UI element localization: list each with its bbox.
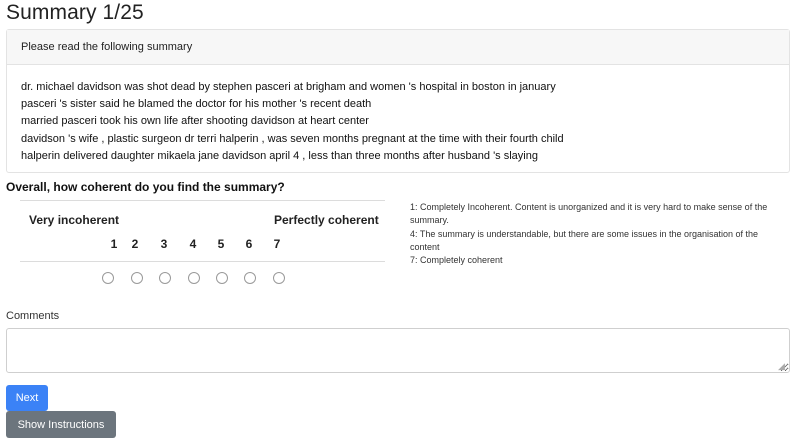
radio-option-7[interactable] (273, 272, 285, 284)
radio-option-6[interactable] (244, 272, 256, 284)
summary-line: dr. michael davidson was shot dead by stephen pasceri at brigham and women 's hospital in boston in january (21, 81, 556, 93)
summary-line: halperin delivered daughter mikaela jane davidson april 4 , less than three months after husband 's slaying (21, 149, 538, 162)
legend-line: 1: Completely Incoherent. Content is unorganized and it is very hard to make sense of the summary. (410, 202, 768, 226)
comments-input[interactable] (6, 328, 790, 373)
summary-line: davidson 's wife , plastic surgeon dr terri halperin , was seven months pregnant at the time with their fourth child (21, 132, 564, 145)
radio-option-4[interactable] (188, 272, 200, 284)
legend-line: 4: The summary is understandable, but there are some issues in the organisation of the content (410, 228, 759, 252)
radio-option-3[interactable] (159, 272, 171, 284)
radio-option-2[interactable] (131, 272, 143, 284)
summary-card-header: Please read the following summary (7, 30, 789, 65)
summary-line: pasceri 's sister said he blamed the doctor for his mother 's recent death (21, 98, 372, 111)
scale-number-1: 1 (110, 237, 118, 251)
summary-line: married pasceri took his own life after shooting davidson at heart center (21, 115, 369, 128)
likert-scale (20, 200, 385, 262)
scale-number-3: 3 (160, 237, 168, 251)
comments-label: Comments (6, 310, 60, 322)
radio-option-1[interactable] (102, 272, 114, 284)
summary-card (6, 29, 790, 173)
show-instructions-button[interactable]: Show Instructions (6, 411, 116, 438)
summary-card-body (7, 65, 789, 165)
scale-number-7: 7 (273, 237, 281, 251)
coherence-question: Overall, how coherent do you find the summary? (6, 180, 285, 194)
scale-number-4: 4 (189, 237, 197, 251)
resize-grip-icon[interactable]: ◢ (778, 361, 785, 371)
radio-option-5[interactable] (216, 272, 228, 284)
next-button[interactable]: Next (6, 385, 48, 411)
scale-max-label: Perfectly coherent (274, 213, 379, 227)
scale-number-2: 2 (131, 237, 139, 251)
legend-line: 7: Completely coherent (410, 255, 503, 266)
page-title: Summary 1/25 (6, 1, 144, 24)
scale-number-5: 5 (217, 237, 225, 251)
scale-legend (410, 201, 788, 267)
scale-number-6: 6 (245, 237, 253, 251)
scale-min-label: Very incoherent (29, 213, 120, 227)
